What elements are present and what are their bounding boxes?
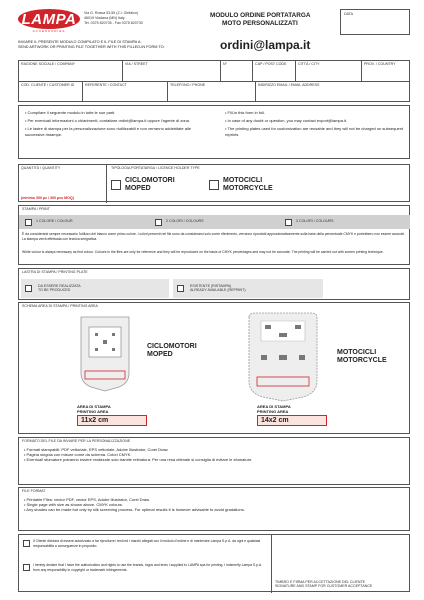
declaration-it: Il Cliente dichiara di essere autorizzato a far riprodurre i testi ed i marchi allegati con il modulo d'ordine e di manlevare Lampa S.p.A. da ogni e qualsiasi responsabilità a conseguenze in proposito. <box>23 539 263 548</box>
instructions-it <box>25 110 210 137</box>
moped-checkbox[interactable] <box>111 180 121 190</box>
file-format-en: FILE FORMAT • Printable Files: vector PDF, vector EPS, Adobe Illustrator, Corel Draw. • Single page with size as shown above. CMYK colours. • Any shades can be made but only by silk screening process. For optimal results it is however advisable to avoid gradations. <box>18 487 410 531</box>
plate-new-option[interactable]: DA ESSERE REALIZZATA TO BE PRODUCED <box>21 279 169 298</box>
type-moped-option[interactable]: CICLOMOTORI MOPED <box>111 177 175 193</box>
city-field[interactable]: CITTÀ / CITY <box>296 61 362 81</box>
declaration-en: I hereby declare that I have the authorization and rights to use the brands, logos and texts I supplied to LAMPA spa for printing. I indemnify Lampa S.p.A. from any responsibility in copyright or trademark infringements. <box>23 563 263 572</box>
street-field[interactable]: VIA / STREET <box>123 61 221 81</box>
format-item: • Any shades can be made but only by silk screening process. For optimal results it is however advisable to avoid gradations. <box>24 507 245 513</box>
instruction-item: • Le lastre di stampa per la personalizzazione sono riutilizzabili e non verranno addebitate alle successive ristampe. <box>25 126 191 137</box>
motorcycle-size: 14x2 cm <box>257 415 327 426</box>
format-item: • Single page with size as shown above. CMYK colours. <box>24 502 124 508</box>
quantity-type-section: QUANTITÀ / QUANTITY (minimo 300 pz / 300 pcs MOQ) TIPOLOGIA PORTATARGA / LICENCE HOLDER TYPE CICLOMOTORI MOPED MOTOCICLI MOTORCYCLE <box>18 164 410 202</box>
email-field[interactable]: INDIRIZZO EMAIL / EMAIL ADDRESS <box>258 83 320 87</box>
quantity-field[interactable]: QUANTITÀ / QUANTITY (minimo 300 pz / 300 pcs MOQ) <box>19 165 107 203</box>
print-note-en: White colour is always necessary as first colour. Colours in the files are only for reference and they will be reproduced on the basis of CMYK percentages and may not be accurate. The printing will be carried out with screen printing technique. <box>22 250 384 254</box>
contact-field[interactable]: REFERENTE / CONTACT <box>83 82 168 102</box>
moped-size: 11x2 cm <box>77 415 147 426</box>
instruction-item: • The printing plates used for customization are reusable and they will not be charged on subsequent reprints <box>225 126 404 137</box>
phone-field[interactable]: TELEFONO / PHONE <box>168 82 256 102</box>
motorcycle-title: MOTOCICLI MOTORCYCLE <box>337 349 387 364</box>
type-motorcycle-option[interactable]: MOTOCICLI MOTORCYCLE <box>209 177 273 193</box>
plate-section: LASTRA DI STAMPA / PRINTING PLATE DA ESSERE REALIZZATA TO BE PRODUCED ESISTENTE (RISTAMPA) ALREADY AVAILABLE (REPRINT) <box>18 268 410 300</box>
motorcycle-area-label: AREA DI STAMPA PRINTING AREA 14x2 cm <box>257 405 327 426</box>
print-3-checkbox[interactable] <box>285 219 292 226</box>
declaration-section <box>18 534 410 592</box>
moped-title: CICLOMOTORI MOPED <box>147 343 197 358</box>
print-3-colours[interactable]: 3 COLORI / COLOURS <box>279 219 409 226</box>
number-field[interactable]: N° <box>221 61 253 81</box>
instruction-item: • Per eventuali informazioni o chiarimenti, contattare ordini@lampa.it oppure l'agente di zona. <box>25 118 190 124</box>
customer-fields <box>18 60 410 102</box>
moq-note: (minimo 300 pz / 300 pcs MOQ) <box>21 196 74 200</box>
format-item: • Printable Files: vector PDF, vector EPS, Adobe Illustrator, Corel Draw. <box>24 496 150 502</box>
format-item: • Pagina singola con misure come da schema. Colori CMYK. <box>24 452 132 458</box>
lampa-logo: LAMPA ACCESSORIES <box>18 9 80 33</box>
company-field[interactable]: RAGIONE SOCIALE / COMPANY <box>19 61 123 81</box>
file-format-it: FORMATO DEL FILE DA INVIARE PER LA PERSONALIZZAZIONE • Formati stampabili: PDF vettoriale, EPS vettoriale, Adobe Illustrator, Corel Draw. • Pagina singola con misure come da schema. Colori CMYK. • Eventuali sfumature potranno essere realizzate solo tramite retinatura. Per una resa ottimale si consiglia di evitare le sfumature. <box>18 437 410 485</box>
instruction-item: • Compilare il seguente modulo in tutte le sue parti. <box>25 110 116 115</box>
format-item: • Eventuali sfumature potranno essere realizzate solo tramite retinatura. Per una resa ottimale si consiglia di evitare le sfumature. <box>24 457 253 463</box>
print-section: STAMPA / PRINT 1 COLORE / COLOUR 2 COLORI / COLOURS 3 COLORI / COLOURS È da considerarsi sempre necessario l'utilizzo del bianco come primo colore. I colori presenti nel file sono da considerarsi solo come riferimento, verranno riprodotti approssimativamente sulla base della percentuale CMYK e potrebbero non essere accurati. La stampa verrà effettuata con tecnica serigrafica. White colour is always necessary as first colour. Colours in the files are only for reference and they will be reproduced on the basis of CMYK percentages and may not be accurate. The printing will be carried out with screen printing technique. <box>18 205 410 265</box>
moped-area-label: AREA DI STAMPA PRINTING AREA 11x2 cm <box>77 405 147 426</box>
send-instructions: INVIARE IL PRESENTE MODULO COMPILATO E IL FILE DI STAMPA A: SEND ARTWORK OR PRINTING FILE TOGETHER WITH THIS FILLED-IN FORM TO: <box>18 40 165 49</box>
printing-area-scheme: SCHEMA AREA DI STAMPA / PRINTING AREA CICLOMOTORI MOPED AREA DI STAMPA PRINTING AREA 11x2 cm MOTOCICLI MOTORCYCLE AREA DI STAMPA PRINTING AREA 14x2 cm <box>18 302 410 434</box>
print-1-checkbox[interactable] <box>25 219 32 226</box>
moped-plate-diagram <box>75 313 135 393</box>
customer-id-field[interactable]: COD. CLIENTE / CUSTOMER ID <box>19 82 83 102</box>
declaration-en-checkbox[interactable] <box>23 564 30 571</box>
instruction-item: • In case of any doubt or question, you may contact export@lampa.it. <box>225 118 348 124</box>
instructions-box <box>18 105 410 159</box>
print-2-colours[interactable]: 2 COLORI / COLOURS <box>149 219 279 226</box>
order-email[interactable]: ordini@lampa.it <box>220 38 311 52</box>
postcode-field[interactable]: CAP / POST CODE <box>253 61 296 81</box>
date-field[interactable]: DATA <box>340 9 410 35</box>
plate-new-checkbox[interactable] <box>25 285 32 292</box>
format-item: • Formati stampabili: PDF vettoriale, EPS vettoriale, Adobe Illustrator, Corel Draw. <box>24 446 169 452</box>
print-note-it: È da considerarsi sempre necessario l'utilizzo del bianco come primo colore. I colori presenti nel file sono da considerarsi solo come riferimento, verranno riprodotti approssimativamente sulla base della percentuale CMYK e potrebbero non essere accurati. La stampa verrà effettuata con tecnica serigrafica. <box>22 232 405 241</box>
print-options <box>19 215 410 229</box>
motorcycle-plate-diagram <box>243 311 323 403</box>
plate-existing-option[interactable]: ESISTENTE (RISTAMPA) ALREADY AVAILABLE (REPRINT) <box>173 279 323 298</box>
motorcycle-checkbox[interactable] <box>209 180 219 190</box>
print-2-checkbox[interactable] <box>155 219 162 226</box>
form-title: MODULO ORDINE PORTATARGA MOTO PERSONALIZZATI <box>210 12 311 27</box>
plate-existing-checkbox[interactable] <box>177 285 184 292</box>
print-1-colour[interactable]: 1 COLORE / COLOUR <box>19 219 149 226</box>
instructions-en <box>225 110 405 137</box>
country-field[interactable]: PROV. / COUNTRY <box>364 62 396 66</box>
instruction-item: • Fill-in this form in full. <box>225 110 266 115</box>
declaration-it-checkbox[interactable] <box>23 540 30 547</box>
company-address: Via G. Rossa 53-55 (Z.I. Girifalco) 46019 Viadana (MN) Italy Tel. 0375 820735 - Fax 0375 820730 <box>84 11 143 25</box>
signature-field[interactable]: TIMBRO E FIRMA PER ACCETTAZIONE DEL CLIENTE SIGNATURE AND STAMP FOR CUSTOMER ACCEPTANCE <box>271 535 411 593</box>
